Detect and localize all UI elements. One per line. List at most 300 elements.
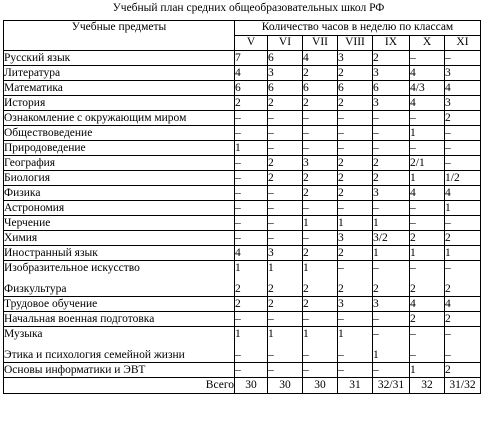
subject-name: Иностранный язык [4,247,98,259]
hours-value: – [373,142,379,154]
hours-cell [303,327,338,363]
hours-cell [338,327,373,363]
hours-cell [338,171,373,186]
hours-value: – [338,262,344,274]
hours-cell [410,96,445,111]
hours-cell [268,216,303,231]
hours-value: – [235,202,241,214]
hours-cell [445,246,481,261]
total-label: Всего [4,378,235,394]
hours-value: – [338,127,344,139]
hours-value: 3 [373,298,379,310]
hours-cell [268,186,303,201]
hours-cell [303,171,338,186]
hours-value: 1 [338,217,344,229]
hours-cell [268,297,303,312]
hours-value: 2 [338,97,344,109]
hours-value: – [235,127,241,139]
hours-value: 1 [373,247,379,259]
hours-cell [445,201,481,216]
table-row [4,363,481,378]
hours-cell [338,312,373,327]
hours-value: 4 [445,298,451,310]
hours-value: – [303,349,309,361]
hours-cell [445,363,481,378]
hours-value: 1 [268,328,274,340]
hours-value: 6 [303,82,309,94]
hours-cell [445,111,481,126]
table-row [4,111,481,126]
hours-value: – [445,127,451,139]
hours-value: 6 [235,82,241,94]
hours-cell [410,171,445,186]
hours-value: – [445,349,451,361]
subject-cell [4,171,235,186]
hours-value: 2 [338,67,344,79]
hours-value: 2 [303,247,309,259]
hours-cell [235,156,268,171]
hours-cell [410,156,445,171]
subject-cell [4,186,235,201]
hours-cell [410,126,445,141]
hours-cell [268,126,303,141]
hours-value: – [303,112,309,124]
subject-cell [4,126,235,141]
hours-value: 1 [410,364,416,376]
hours-value: 2 [410,283,416,295]
hours-value: – [373,313,379,325]
subject-name: Астрономия [4,202,65,214]
hours-value: 2 [268,97,274,109]
hours-value: 2 [303,67,309,79]
hours-value: 2 [303,187,309,199]
hours-cell [268,156,303,171]
hours-cell [410,297,445,312]
hours-value: – [445,157,451,169]
hours-cell [338,216,373,231]
hours-cell [303,312,338,327]
hours-cell [373,51,410,66]
hours-cell [235,201,268,216]
hours-cell [303,201,338,216]
hours-value: – [268,112,274,124]
hours-value: 2 [445,112,451,124]
hours-per-week-header: Количество часов в неделю по классам [235,21,481,36]
hours-cell [268,96,303,111]
hours-cell [445,126,481,141]
table-row [4,216,481,231]
hours-value: 3 [338,52,344,64]
hours-cell [303,81,338,96]
grade-header: VII [303,36,338,51]
subject-cell [4,363,235,378]
hours-value: 2 [268,298,274,310]
table-row [4,81,481,96]
hours-value: – [268,313,274,325]
subject-name: Основы информатики и ЭВТ [4,364,146,376]
hours-value: – [303,313,309,325]
hours-cell [410,246,445,261]
hours-value: – [235,187,241,199]
subject-cell [4,66,235,81]
subject-cell [4,81,235,96]
hours-cell [373,327,410,363]
hours-cell [410,363,445,378]
hours-value: – [303,127,309,139]
table-row [4,231,481,246]
table-row [4,51,481,66]
hours-value: 2 [445,313,451,325]
hours-value: 4 [410,67,416,79]
hours-value: – [373,112,379,124]
hours-value: – [410,202,416,214]
hours-cell [338,111,373,126]
hours-cell [445,66,481,81]
hours-value: 2 [338,172,344,184]
hours-cell [303,297,338,312]
hours-value: 1 [235,142,241,154]
hours-value: 2/1 [410,157,425,169]
hours-value: 3 [445,97,451,109]
hours-value: 1 [373,349,379,361]
hours-value: – [303,232,309,244]
subject-cell [4,51,235,66]
hours-value: – [410,52,416,64]
hours-value: 1 [445,247,451,259]
hours-cell [268,111,303,126]
hours-value: 2 [338,283,344,295]
grade-header: VI [268,36,303,51]
hours-value: 2 [235,97,241,109]
hours-value: – [235,172,241,184]
hours-cell [268,141,303,156]
subject-name: Трудовое обучение [4,298,98,310]
hours-cell [303,141,338,156]
hours-cell [410,51,445,66]
hours-value: – [338,112,344,124]
hours-cell [268,231,303,246]
subject-name: Математика [4,82,63,94]
hours-value: – [445,142,451,154]
table-body [4,51,481,394]
hours-cell [235,327,268,363]
subject-name: Этика и психология семейной жизни [4,349,185,361]
hours-cell [373,81,410,96]
table-caption: Учебный план средних общеобразовательных школ РФ [112,2,385,14]
hours-cell [373,141,410,156]
hours-value: – [235,157,241,169]
hours-value: 4 [235,67,241,79]
hours-value: 4 [303,52,309,64]
hours-cell [303,126,338,141]
hours-cell [410,141,445,156]
total-value: 32/31 [373,378,410,394]
hours-cell [303,216,338,231]
hours-value: 2 [338,187,344,199]
hours-value: 2 [373,157,379,169]
subject-name: Физкультура [4,283,67,295]
hours-value: 2 [373,52,379,64]
hours-cell [268,363,303,378]
hours-cell [268,312,303,327]
table-row [4,186,481,201]
hours-value: 6 [338,82,344,94]
hours-value: – [373,262,379,274]
hours-value: – [338,202,344,214]
hours-cell [373,156,410,171]
subject-cell [4,246,235,261]
hours-value: 1 [303,328,309,340]
hours-cell [338,231,373,246]
subject-cell [4,297,235,312]
hours-cell [235,81,268,96]
hours-cell [338,51,373,66]
hours-cell [445,231,481,246]
hours-value: 1 [235,328,241,340]
hours-value: 2 [235,298,241,310]
hours-cell [235,126,268,141]
table-row [4,261,481,297]
hours-value: – [268,217,274,229]
grade-header: XI [445,36,481,51]
hours-value: 3 [373,97,379,109]
hours-value: – [445,262,451,274]
subject-name: Природоведение [4,142,86,154]
hours-cell [410,111,445,126]
hours-cell [338,246,373,261]
hours-cell [373,363,410,378]
subject-name: География [4,157,56,169]
hours-value: 2 [235,283,241,295]
hours-cell [338,126,373,141]
table-row [4,96,481,111]
hours-cell [410,261,445,297]
hours-cell [410,327,445,363]
hours-value: 1/2 [445,172,460,184]
hours-cell [410,81,445,96]
total-row [4,378,481,394]
hours-value: 2 [268,172,274,184]
hours-value: 2 [303,172,309,184]
table-row [4,171,481,186]
hours-cell [338,363,373,378]
table-row [4,246,481,261]
hours-cell [235,171,268,186]
hours-value: 4 [445,82,451,94]
hours-value: – [338,364,344,376]
hours-value: – [373,202,379,214]
subject-name: Литература [4,67,61,79]
hours-value: 2 [373,172,379,184]
hours-value: – [373,364,379,376]
subject-name: Химия [4,232,38,244]
hours-value: 3 [303,157,309,169]
hours-value: – [235,217,241,229]
hours-cell [268,201,303,216]
hours-cell [235,261,268,297]
hours-value: – [268,142,274,154]
hours-cell [410,231,445,246]
hours-cell [445,261,481,297]
hours-value: 2 [445,232,451,244]
hours-value: – [410,142,416,154]
hours-value: 6 [373,82,379,94]
hours-cell [303,111,338,126]
hours-cell [235,297,268,312]
hours-value: – [268,187,274,199]
total-value: 31 [338,378,373,394]
hours-value: 1 [410,127,416,139]
table-row [4,201,481,216]
table-row [4,156,481,171]
hours-value: 2 [338,247,344,259]
hours-cell [303,51,338,66]
hours-cell [338,186,373,201]
hours-cell [445,186,481,201]
hours-value: 2 [303,283,309,295]
subject-cell [4,312,235,327]
subject-cell [4,201,235,216]
hours-cell [410,216,445,231]
hours-cell [445,141,481,156]
hours-cell [235,312,268,327]
hours-cell [445,156,481,171]
hours-value: – [373,127,379,139]
hours-cell [373,297,410,312]
hours-value: 4 [410,97,416,109]
hours-cell [445,216,481,231]
hours-value: – [268,127,274,139]
hours-cell [373,111,410,126]
hours-value: 2 [268,157,274,169]
hours-value: 3 [338,232,344,244]
hours-cell [235,246,268,261]
hours-value: 1 [445,202,451,214]
subjects-column-header: Учебные предметы [4,21,235,51]
hours-value: 2 [373,283,379,295]
subject-name: Физика [4,187,41,199]
subject-cell [4,261,235,297]
hours-cell [303,66,338,81]
subject-name: Биология [4,172,51,184]
hours-cell [373,312,410,327]
hours-value: – [445,52,451,64]
table-row [4,327,481,363]
hours-value: – [268,349,274,361]
hours-cell [373,246,410,261]
subject-cell [4,111,235,126]
hours-value: 3 [373,187,379,199]
hours-value: 4 [235,247,241,259]
hours-cell [235,216,268,231]
hours-cell [373,261,410,297]
hours-value: – [235,232,241,244]
hours-value: – [445,328,451,340]
subject-name: Русский язык [4,52,71,64]
subject-cell [4,327,235,363]
hours-cell [235,96,268,111]
hours-cell [303,186,338,201]
hours-value: 3 [373,67,379,79]
hours-cell [338,156,373,171]
hours-value: 7 [235,52,241,64]
total-value: 30 [235,378,268,394]
table-row [4,126,481,141]
hours-value: 4/3 [410,82,425,94]
subject-cell [4,96,235,111]
hours-cell [303,246,338,261]
hours-value: – [338,142,344,154]
table-row [4,297,481,312]
hours-value: – [410,262,416,274]
hours-value: – [445,217,451,229]
hours-value: – [338,313,344,325]
table-row [4,141,481,156]
hours-value: 1 [303,217,309,229]
hours-value: – [235,313,241,325]
subject-cell [4,156,235,171]
hours-value: 3 [338,298,344,310]
hours-cell [410,201,445,216]
subject-name: Обществоведение [4,127,93,139]
hours-cell [445,327,481,363]
hours-cell [268,261,303,297]
grade-header: V [235,36,268,51]
hours-cell [445,171,481,186]
table-row [4,66,481,81]
hours-cell [268,51,303,66]
subject-name: Ознакомление с окружающим миром [4,112,187,124]
hours-value: – [303,142,309,154]
hours-value: 2 [338,157,344,169]
hours-cell [445,312,481,327]
hours-value: – [303,202,309,214]
subject-name: Черчение [4,217,51,229]
hours-cell [303,261,338,297]
hours-cell [303,96,338,111]
hours-value: 6 [268,82,274,94]
hours-value: 3 [268,67,274,79]
hours-cell [445,81,481,96]
hours-value: – [410,349,416,361]
hours-value: – [410,112,416,124]
hours-value: 6 [268,52,274,64]
hours-value: 1 [303,262,309,274]
hours-cell [303,231,338,246]
hours-value: – [303,364,309,376]
hours-cell [445,96,481,111]
hours-value: 2 [445,283,451,295]
subject-cell [4,216,235,231]
grade-header: VIII [338,36,373,51]
hours-value: 1 [268,262,274,274]
hours-cell [235,363,268,378]
hours-value: 3/2 [373,232,388,244]
hours-cell [268,81,303,96]
subject-name: Музыка [4,328,43,340]
hours-value: – [235,364,241,376]
hours-cell [373,216,410,231]
hours-value: – [373,328,379,340]
hours-cell [235,141,268,156]
hours-value: 1 [235,262,241,274]
hours-cell [235,51,268,66]
hours-cell [268,171,303,186]
hours-cell [303,156,338,171]
subject-name: Начальная военная подготовка [4,313,155,325]
hours-cell [338,66,373,81]
total-value: 30 [303,378,338,394]
